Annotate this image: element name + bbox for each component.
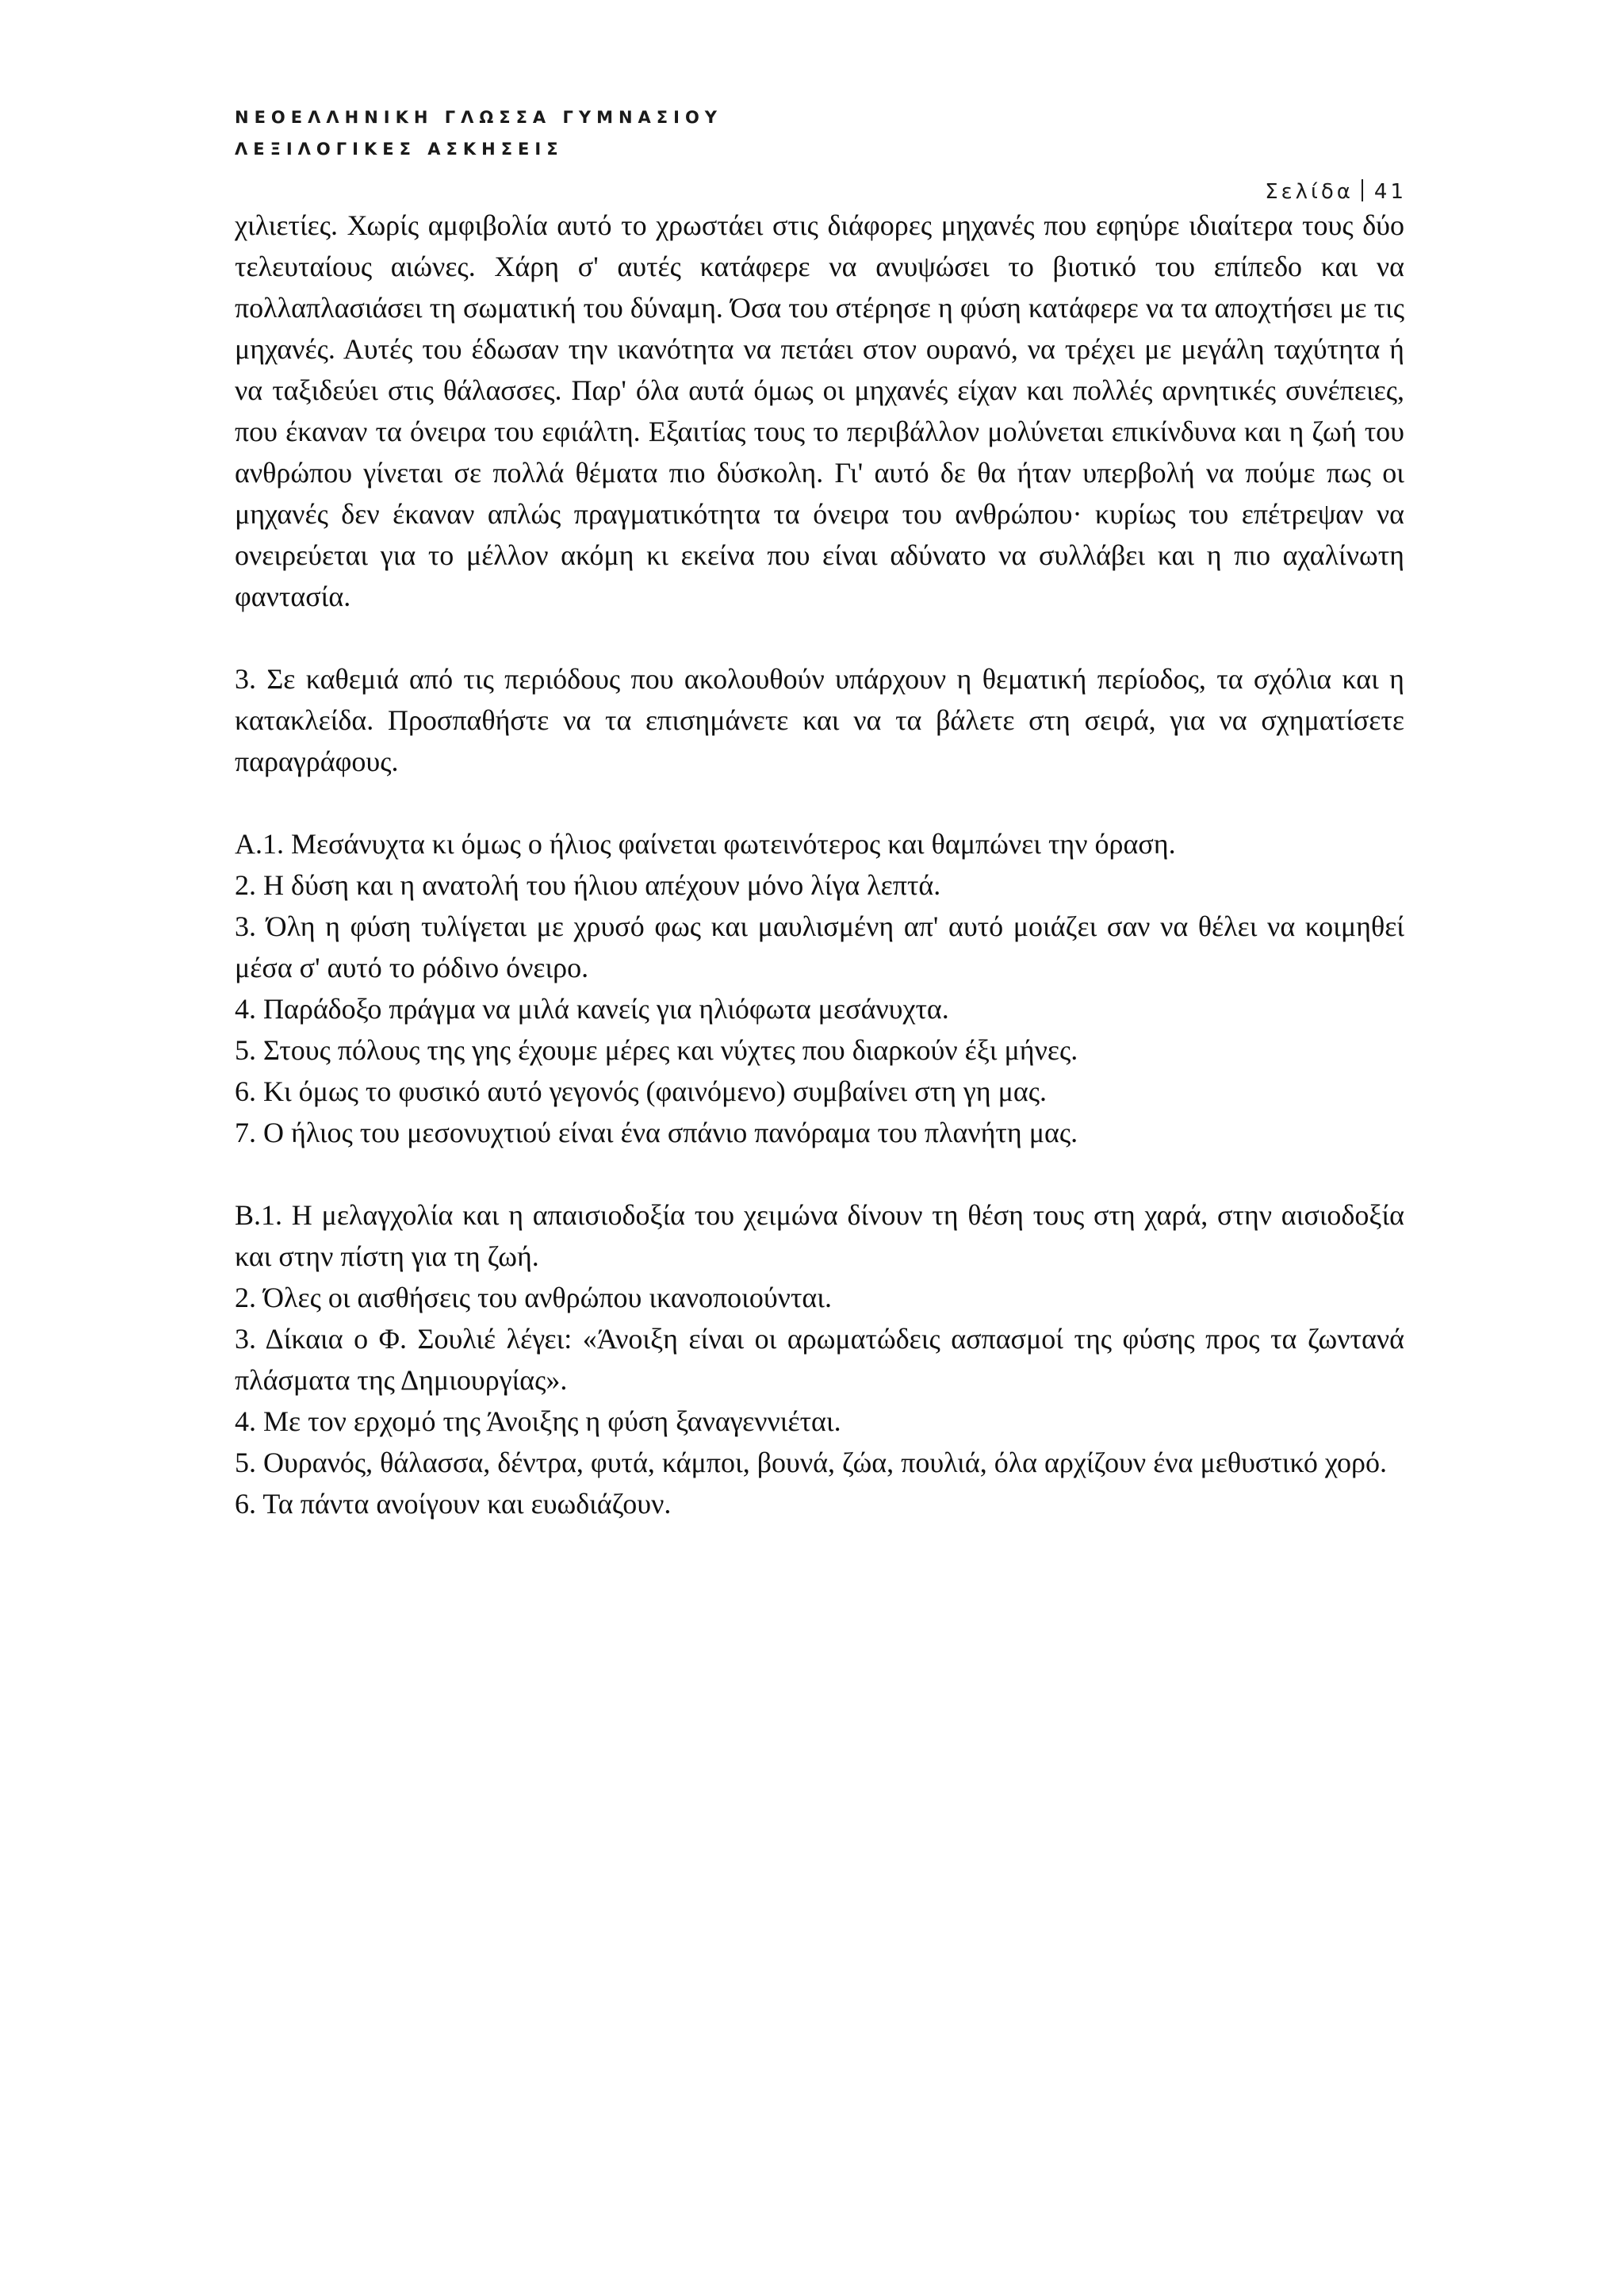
list-item: 3. Όλη η φύση τυλίγεται με χρυσό φως και μαυλισμένη απ' αυτό μοιάζει σαν να θέλει να κοιμηθεί μέσα σ' αυτό το ρόδινο όνειρο. — [235, 910, 1404, 983]
list-item: 4. Παράδοξο πράγμα να μιλά κανείς για ηλιόφωτα μεσάνυχτα. — [235, 993, 949, 1025]
page-separator — [1362, 179, 1363, 201]
page-number-value: 41 — [1373, 180, 1407, 204]
spacer — [235, 1153, 1404, 1194]
list-item: Β.1. Η μελαγχολία και η απαισιοδοξία του χειμώνα δίνουν τη θέση τους στη χαρά, στην αισιοδοξία και στην πίστη για τη ζωή. — [235, 1199, 1404, 1272]
group-a-sentences — [235, 823, 1404, 1153]
header-section: ΛΕΞΙΛΟΓΙΚΕΣ ΑΣΚΗΣΕΙΣ — [235, 140, 564, 159]
list-item: Α.1. Μεσάνυχτα κι όμως ο ήλιος φαίνεται φωτεινότερος και θαμπώνει την όραση. — [235, 828, 1176, 860]
page-label: Σελίδα — [1265, 180, 1354, 204]
list-item: 4. Με τον ερχομό της Άνοιξης η φύση ξαναγεννιέται. — [235, 1405, 841, 1437]
list-item: 2. Η δύση και η ανατολή του ήλιου απέχουν μόνο λίγα λεπτά. — [235, 869, 941, 901]
list-item: 3. Δίκαια ο Φ. Σουλιέ λέγει: «Άνοιξη είναι οι αρωματώδεις ασπασμοί της φύσης προς τα ζωντανά πλάσματα της Δημιουργίας». — [235, 1323, 1404, 1396]
intro-paragraph: χιλιετίες. Χωρίς αμφιβολία αυτό το χρωστάει στις διάφορες μηχανές που εφηύρε ιδιαίτερα τους δύο τελευταίους αιώνες. Χάρη σ' αυτές κατάφερε να ανυψώσει το βιοτικό του επίπεδο και να πολλαπλασιάσει τη σωματική του δύναμη. Όσα του στέρησε η φύση κατάφερε να τα αποχτήσει με τις μηχανές. Αυτές του έδωσαν την ικανότητα να πετάει στον ουρανό, να τρέχει με μεγάλη ταχύτητα ή να ταξιδεύει στις θάλασσες. Παρ' όλα αυτά όμως οι μηχανές είχαν και πολλές αρνητικές συνέπειες, που έκαναν τα όνειρα του εφιάλτη. Εξαιτίας τους το περιβάλλον μολύνεται επικίνδυνα και η ζωή του ανθρώπου γίνεται σε πολλά θέματα πιο δύσκολη. Γι' αυτό δε θα ήταν υπερβολή να πούμε πως οι μηχανές δεν έκαναν απλώς πραγματικότητα τα όνειρα του ανθρώπου· κυρίως του επέτρεψαν να ονειρεύεται για το μέλλον ακόμη κι εκείνα που είναι αδύνατο να συλλάβει και η πιο αχαλίνωτη φαντασία. — [235, 209, 1404, 612]
spacer — [235, 617, 1404, 658]
list-item: 2. Όλες οι αισθήσεις του ανθρώπου ικανοποιούνται. — [235, 1282, 832, 1313]
list-item: 6. Τα πάντα ανοίγουν και ευωδιάζουν. — [235, 1488, 672, 1520]
page-body — [235, 205, 1404, 1524]
document-header — [235, 102, 722, 165]
group-b-sentences — [235, 1194, 1404, 1524]
page-number — [1265, 179, 1407, 204]
exercise-3-instruction: 3. Σε καθεμιά από τις περιόδους που ακολουθούν υπάρχουν η θεματική περίοδος, τα σχόλια και η κατακλείδα. Προσπαθήστε να τα επισημάνετε και να τα βάλετε στη σειρά, για να σχηματίσετε παραγράφους. — [235, 663, 1404, 777]
list-item: 6. Κι όμως το φυσικό αυτό γεγονός (φαινόμενο) συμβαίνει στη γη μας. — [235, 1075, 1048, 1107]
list-item: 5. Ουρανός, θάλασσα, δέντρα, φυτά, κάμποι, βουνά, ζώα, πουλιά, όλα αρχίζουν ένα μεθυστικό χορό. — [235, 1447, 1387, 1478]
header-subject: ΝΕΟΕΛΛΗΝΙΚΗ ΓΛΩΣΣΑ ΓΥΜΝΑΣΙΟΥ — [235, 108, 723, 127]
spacer — [235, 782, 1404, 823]
list-item: 7. Ο ήλιος του μεσονυχτιού είναι ένα σπάνιο πανόραμα του πλανήτη μας. — [235, 1117, 1078, 1148]
list-item: 5. Στους πόλους της γης έχουμε μέρες και νύχτες που διαρκούν έξι μήνες. — [235, 1034, 1078, 1066]
